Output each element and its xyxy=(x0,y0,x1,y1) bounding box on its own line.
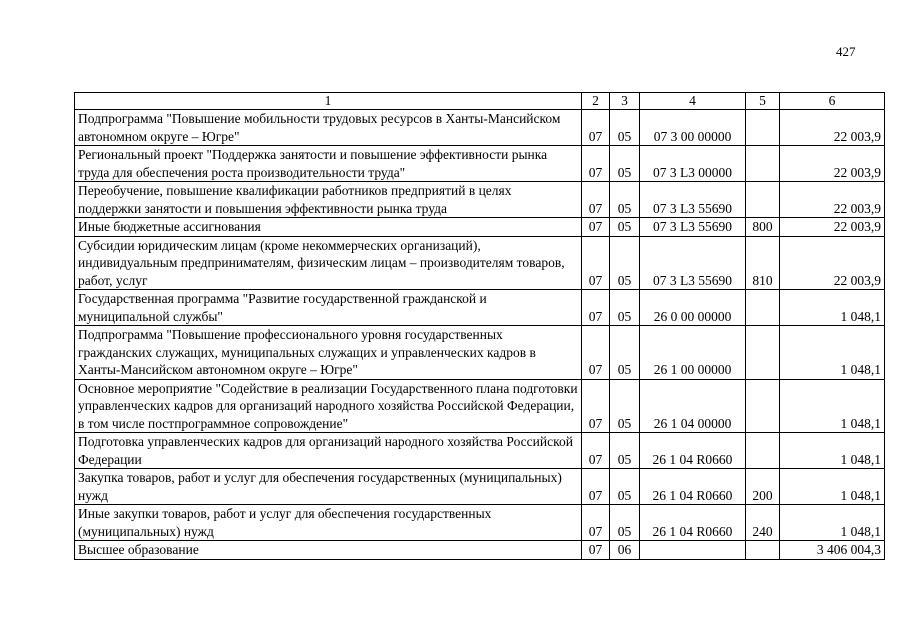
row-sum: 22 003,9 xyxy=(780,110,885,146)
row-name: Подпрограмма "Повышение мобильности трудовых ресурсов в Ханты-Мансийском автономном округе – Югре" xyxy=(75,110,582,146)
row-subsection: 05 xyxy=(610,505,640,541)
budget-table xyxy=(74,92,885,560)
row-name: Закупка товаров, работ и услуг для обеспечения государственных (муниципальных) нужд xyxy=(75,469,582,505)
row-target-article: 26 1 04 R0660 xyxy=(640,433,746,469)
row-expense-type xyxy=(746,433,780,469)
row-sum: 1 048,1 xyxy=(780,433,885,469)
row-subsection: 05 xyxy=(610,110,640,146)
row-sum: 1 048,1 xyxy=(780,290,885,326)
row-expense-type: 240 xyxy=(746,505,780,541)
table-row xyxy=(75,290,885,326)
row-target-article: 26 1 04 00000 xyxy=(640,379,746,433)
column-header-5: 5 xyxy=(746,93,780,110)
row-name: Подготовка управленческих кадров для организаций народного хозяйства Российской Федерации xyxy=(75,433,582,469)
row-target-article: 26 1 00 00000 xyxy=(640,326,746,380)
row-sum: 22 003,9 xyxy=(780,146,885,182)
row-sum: 3 406 004,3 xyxy=(780,541,885,560)
row-target-article xyxy=(640,541,746,560)
row-expense-type: 810 xyxy=(746,236,780,290)
row-subsection: 05 xyxy=(610,326,640,380)
row-section: 07 xyxy=(582,218,610,237)
row-section: 07 xyxy=(582,110,610,146)
column-header-4: 4 xyxy=(640,93,746,110)
row-sum: 1 048,1 xyxy=(780,326,885,380)
row-subsection: 05 xyxy=(610,182,640,218)
row-expense-type xyxy=(746,326,780,380)
row-name: Региональный проект "Поддержка занятости и повышение эффективности рынка труда для обеспечения роста производительности труда" xyxy=(75,146,582,182)
row-section: 07 xyxy=(582,146,610,182)
row-sum: 1 048,1 xyxy=(780,505,885,541)
row-subsection: 05 xyxy=(610,379,640,433)
table-row xyxy=(75,236,885,290)
row-expense-type xyxy=(746,146,780,182)
table-row xyxy=(75,182,885,218)
row-expense-type xyxy=(746,379,780,433)
row-subsection: 05 xyxy=(610,433,640,469)
column-header-1: 1 xyxy=(75,93,582,110)
row-subsection: 06 xyxy=(610,541,640,560)
row-expense-type xyxy=(746,182,780,218)
row-target-article: 26 0 00 00000 xyxy=(640,290,746,326)
row-expense-type: 800 xyxy=(746,218,780,237)
row-name: Иные закупки товаров, работ и услуг для обеспечения государственных (муниципальных) нужд xyxy=(75,505,582,541)
table-row xyxy=(75,433,885,469)
row-section: 07 xyxy=(582,505,610,541)
row-subsection: 05 xyxy=(610,236,640,290)
row-subsection: 05 xyxy=(610,469,640,505)
row-target-article: 26 1 04 R0660 xyxy=(640,505,746,541)
row-subsection: 05 xyxy=(610,146,640,182)
row-section: 07 xyxy=(582,290,610,326)
table-row xyxy=(75,110,885,146)
table-header-row xyxy=(75,93,885,110)
row-expense-type: 200 xyxy=(746,469,780,505)
row-target-article: 07 3 L3 55690 xyxy=(640,218,746,237)
row-section: 07 xyxy=(582,326,610,380)
table-row xyxy=(75,146,885,182)
row-subsection: 05 xyxy=(610,290,640,326)
row-target-article: 07 3 L3 55690 xyxy=(640,236,746,290)
table-row xyxy=(75,505,885,541)
row-expense-type xyxy=(746,290,780,326)
row-name: Иные бюджетные ассигнования xyxy=(75,218,582,237)
row-target-article: 07 3 L3 55690 xyxy=(640,182,746,218)
column-header-3: 3 xyxy=(610,93,640,110)
table-row xyxy=(75,218,885,237)
row-target-article: 26 1 04 R0660 xyxy=(640,469,746,505)
row-sum: 22 003,9 xyxy=(780,236,885,290)
row-expense-type xyxy=(746,541,780,560)
row-sum: 1 048,1 xyxy=(780,379,885,433)
column-header-6: 6 xyxy=(780,93,885,110)
column-header-2: 2 xyxy=(582,93,610,110)
row-target-article: 07 3 00 00000 xyxy=(640,110,746,146)
row-sum: 22 003,9 xyxy=(780,182,885,218)
table-row xyxy=(75,541,885,560)
row-section: 07 xyxy=(582,379,610,433)
row-sum: 22 003,9 xyxy=(780,218,885,237)
row-section: 07 xyxy=(582,433,610,469)
row-target-article: 07 3 L3 00000 xyxy=(640,146,746,182)
row-name: Государственная программа "Развитие государственной гражданской и муниципальной службы" xyxy=(75,290,582,326)
row-name: Переобучение, повышение квалификации работников предприятий в целях поддержки занятости и повышения эффективности рынка труда xyxy=(75,182,582,218)
row-section: 07 xyxy=(582,469,610,505)
row-name: Субсидии юридическим лицам (кроме некоммерческих организаций), индивидуальным предпринимателям, физическим лицам – производителям товаров, работ, услуг xyxy=(75,236,582,290)
table-row xyxy=(75,326,885,380)
row-name: Подпрограмма "Повышение профессионального уровня государственных гражданских служащих, муниципальных служащих и управленческих кадров в Ханты-Мансийском автономном округе – Югре" xyxy=(75,326,582,380)
row-name: Высшее образование xyxy=(75,541,582,560)
row-section: 07 xyxy=(582,182,610,218)
page-number: 427 xyxy=(836,44,856,59)
row-section: 07 xyxy=(582,541,610,560)
row-section: 07 xyxy=(582,236,610,290)
row-name: Основное мероприятие "Содействие в реализации Государственного плана подготовки управленческих кадров для организаций народного хозяйства Российской Федерации, в том числе постпрограммное сопровождение" xyxy=(75,379,582,433)
table-row xyxy=(75,379,885,433)
table-row xyxy=(75,469,885,505)
row-subsection: 05 xyxy=(610,218,640,237)
row-sum: 1 048,1 xyxy=(780,469,885,505)
row-expense-type xyxy=(746,110,780,146)
